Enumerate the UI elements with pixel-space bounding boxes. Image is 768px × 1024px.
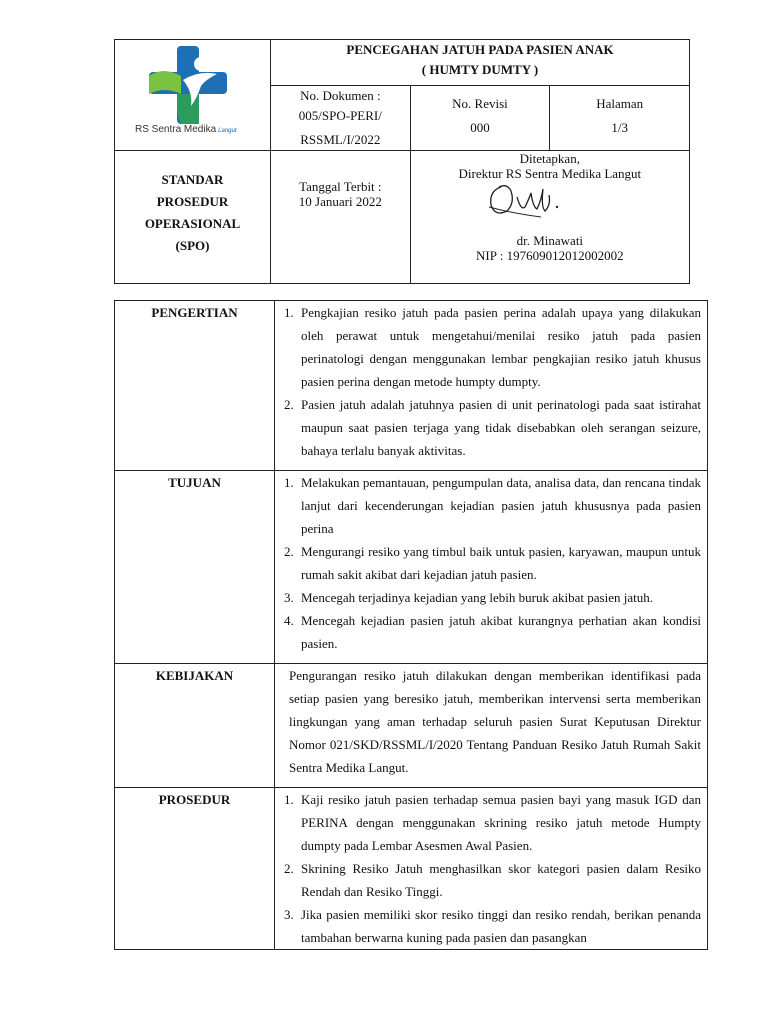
medical-cross-logo-icon	[143, 46, 233, 124]
section-content	[275, 788, 708, 950]
document-title	[271, 40, 690, 86]
list-item: 2. Skrining Resiko Jatuh menghasilkan skor kategori pasien dalam Resiko Rendah dan Resiko Tinggi.	[297, 857, 701, 903]
spo-line-3: OPERASIONAL	[144, 216, 241, 231]
revision-value: 000	[470, 120, 490, 135]
doc-number-cell	[271, 86, 411, 151]
spo-cell	[115, 151, 271, 284]
list-item: 3. Mencegah terjadinya kejadian yang lebih buruk akibat pasien jatuh.	[297, 586, 701, 609]
list-item: 1. Kaji resiko jatuh pasien terhadap semua pasien bayi yang masuk IGD dan PERINA dengan menggunakan skrining resiko jatuh metode Humpty dumpty pada Lembar Asesmen Awal Pasien.	[297, 788, 701, 857]
doc-number-value: 005/SPO-PERI/	[298, 108, 382, 123]
hospital-name: RS Sentra Medika Langut	[135, 124, 237, 135]
section-kebijakan	[115, 664, 708, 788]
approver-name: dr. Minawati	[516, 233, 584, 248]
page-cell	[550, 86, 690, 151]
approval-set-label: Ditetapkan,	[519, 151, 580, 166]
doc-number-value-2: RSSML/I/2022	[300, 132, 381, 147]
title-line-1: PENCEGAHAN JATUH PADA PASIEN ANAK	[346, 42, 614, 57]
section-pengertian	[115, 301, 708, 471]
approval-cell	[410, 151, 689, 284]
section-label: PROSEDUR	[115, 788, 275, 950]
issue-date-value: 10 Januari 2022	[298, 194, 382, 209]
list-item: 1. Melakukan pemantauan, pengumpulan data, analisa data, dan rencana tindak lanjut dari kecenderungan kejadian pasien jatuh khususnya pada pasien perina	[297, 471, 701, 540]
spo-line-1: STANDAR	[161, 172, 224, 187]
section-content	[275, 471, 708, 664]
list-item: 2. Pasien jatuh adalah jatuhnya pasien di unit perinatologi pada saat istirahat maupun saat pasien terjaga yang tidak disebabkan oleh serangan seizure, bahaya terlalu banyak aktivitas.	[297, 393, 701, 462]
signature-icon	[471, 177, 581, 223]
list-item: 4. Mencegah kejadian pasien jatuh akibat kurangnya perhatian akan kondisi pasien.	[297, 609, 701, 655]
title-line-2: ( HUMTY DUMTY )	[421, 62, 539, 77]
section-content	[275, 664, 708, 788]
page-label: Halaman	[596, 96, 644, 111]
doc-number-label: No. Dokumen :	[300, 88, 381, 103]
list-item: 1. Pengkajian resiko jatuh pada pasien perina adalah upaya yang dilakukan oleh perawat untuk mengetahui/menilai resiko jatuh pada pasien perinatologi dengan menggunakan lembar pengkajian resiko jatuh khusus pasien perina dengan metode humpty dumpty.	[297, 301, 701, 393]
section-label: KEBIJAKAN	[115, 664, 275, 788]
section-content	[275, 301, 708, 471]
section-tujuan	[115, 471, 708, 664]
list-item: 3. Jika pasien memiliki skor resiko tinggi dan resiko rendah, berikan penanda tambahan berwarna kuning pada pasien dan pasangkan	[297, 903, 701, 949]
document-header	[114, 39, 690, 284]
section-label: TUJUAN	[115, 471, 275, 664]
page-value: 1/3	[611, 120, 628, 135]
logo-cell	[115, 40, 271, 151]
approval-role: Direktur RS Sentra Medika Langut	[458, 166, 642, 181]
revision-cell	[410, 86, 550, 151]
list-item: 2. Mengurangi resiko yang timbul baik untuk pasien, karyawan, maupun untuk rumah sakit akibat dari kejadian jatuh pasien.	[297, 540, 701, 586]
approver-nip: NIP : 197609012012002002	[476, 248, 624, 263]
spo-line-2: PROSEDUR	[156, 194, 229, 209]
hospital-logo	[115, 40, 270, 145]
revision-label: No. Revisi	[452, 96, 508, 111]
policy-text: Pengurangan resiko jatuh dilakukan dengan memberikan identifikasi pada setiap pasien yang beresiko jatuh, memberikan intervensi serta memberikan lingkungan yang aman terhadap seluruh pasien Surat Keputusan Direktur Nomor 021/SKD/RSSML/I/2020 Tentang Panduan Resiko Jatuh Rumah Sakit Sentra Medika Langut.	[289, 668, 701, 775]
section-label: PENGERTIAN	[115, 301, 275, 471]
issue-date-label: Tanggal Terbit :	[299, 179, 382, 194]
issue-date-cell	[271, 151, 411, 284]
procedure-table	[114, 300, 708, 950]
section-prosedur	[115, 788, 708, 950]
spo-line-4: (SPO)	[175, 238, 210, 253]
